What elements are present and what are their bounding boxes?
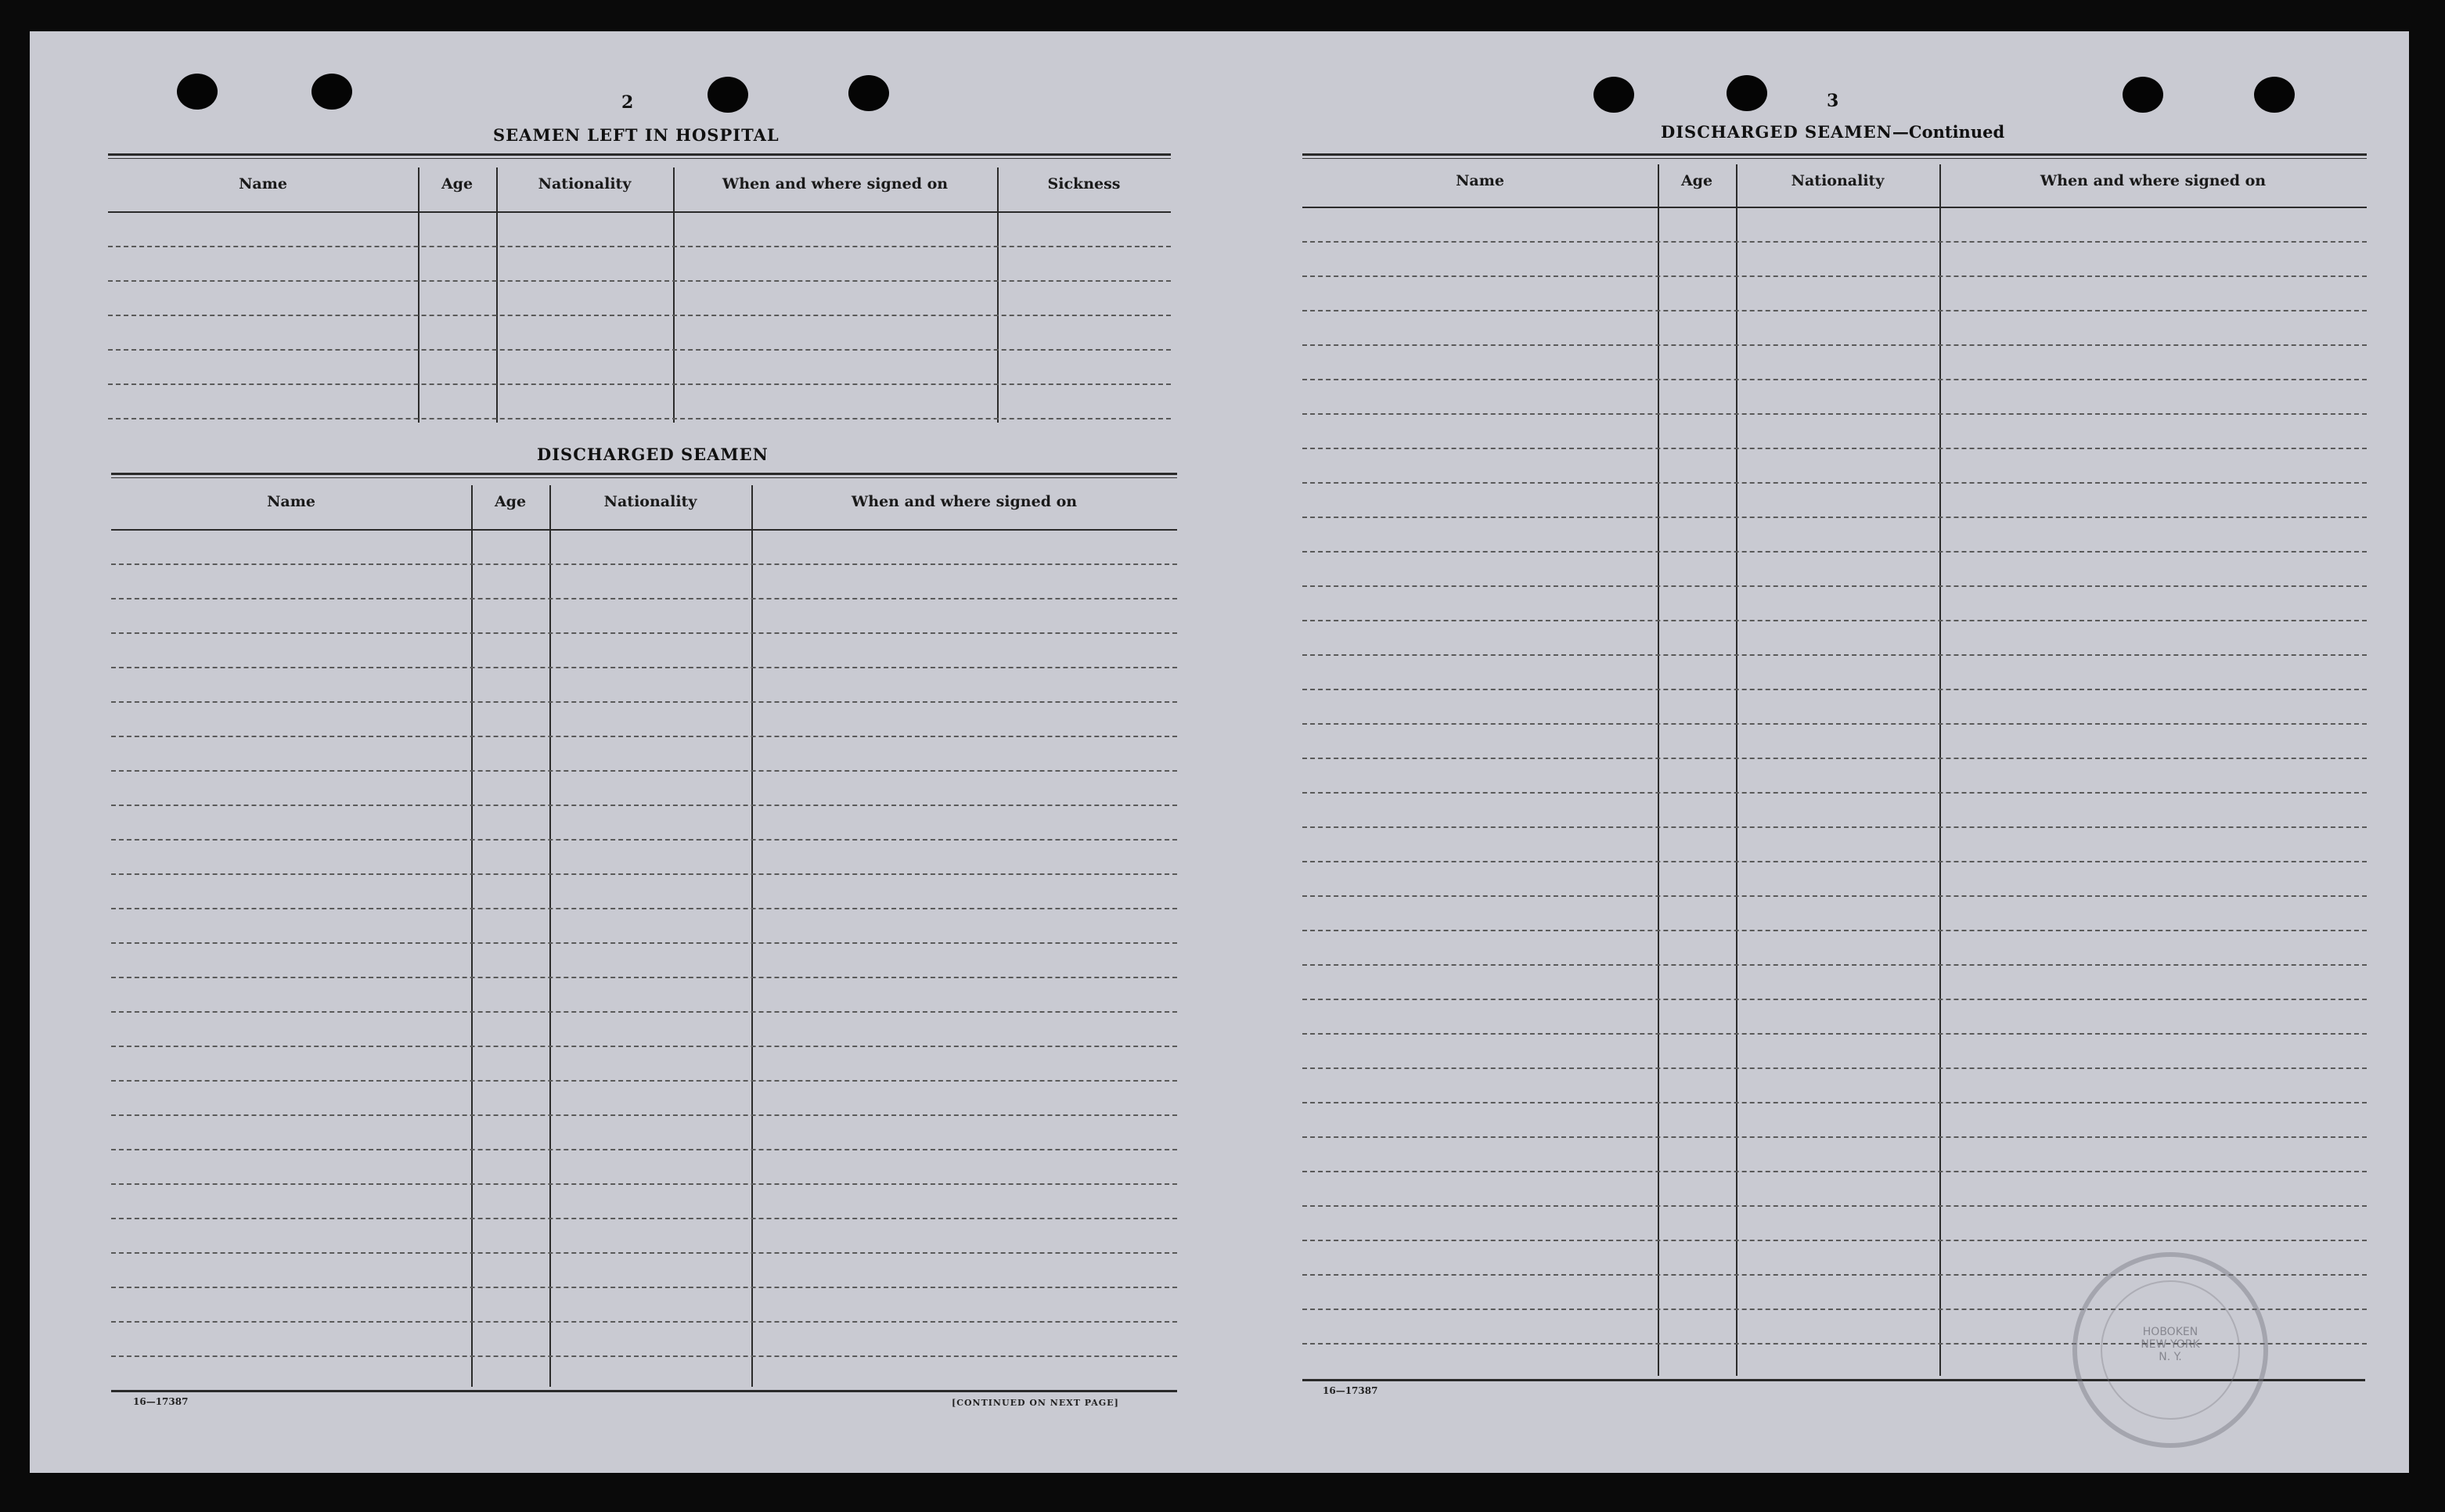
- table-row: [108, 349, 1171, 351]
- table-row: [1302, 1033, 2367, 1035]
- column-header: When and where signed on: [851, 493, 1078, 510]
- table-row: [1302, 861, 2367, 862]
- table-row: [1302, 826, 2367, 828]
- table-row: [111, 770, 1177, 772]
- stamp-line: HOBOKEN: [2142, 1326, 2198, 1338]
- table-row: [1302, 379, 2367, 380]
- column-header: Sickness: [1047, 175, 1121, 193]
- header-underline: [111, 529, 1177, 531]
- table-top-rule: [108, 158, 1171, 159]
- table-row: [111, 1321, 1177, 1323]
- table-row: [111, 1046, 1177, 1047]
- section-title-text: DISCHARGED SEAMEN: [1661, 122, 1892, 142]
- table-row: [1302, 517, 2367, 518]
- table-row: [1302, 1067, 2367, 1069]
- table-row: [1302, 310, 2367, 311]
- header-underline: [108, 211, 1171, 213]
- table-row: [1302, 1102, 2367, 1103]
- table-row: [111, 598, 1177, 599]
- table-top-rule: [1302, 153, 2367, 156]
- column-header: Nationality: [1791, 172, 1885, 189]
- form-code: 16—17387: [1323, 1385, 1378, 1396]
- column-header: Age: [1680, 172, 1713, 189]
- column-header: Nationality: [603, 493, 697, 510]
- discharged-continued-title: [1661, 122, 2004, 142]
- table-row: [1302, 999, 2367, 1000]
- table-row: [1302, 1136, 2367, 1138]
- table-row: [1302, 1171, 2367, 1172]
- column-divider: [1658, 164, 1659, 1376]
- table-row: [1302, 758, 2367, 759]
- table-row: [111, 632, 1177, 634]
- table-row: [1302, 654, 2367, 656]
- table-row: [111, 977, 1177, 978]
- column-divider: [1736, 164, 1737, 1376]
- continued-note: [CONTINUED ON NEXT PAGE]: [952, 1398, 1119, 1408]
- page-number: 3: [1827, 91, 1839, 111]
- stamp-line: N. Y.: [2159, 1351, 2182, 1363]
- column-divider: [1939, 164, 1941, 1376]
- table-row: [111, 873, 1177, 875]
- stamp-text: [2077, 1326, 2263, 1363]
- punch-hole: [311, 74, 352, 110]
- table-bottom-rule: [111, 1390, 1177, 1392]
- table-row: [111, 1011, 1177, 1013]
- table-row: [1302, 241, 2367, 243]
- table-row: [111, 839, 1177, 841]
- table-row: [111, 1252, 1177, 1254]
- table-row: [108, 383, 1171, 385]
- table-row: [108, 246, 1171, 247]
- column-header: Name: [1456, 172, 1504, 189]
- table-row: [1302, 620, 2367, 621]
- table-row: [1302, 551, 2367, 553]
- column-header: Name: [239, 175, 287, 193]
- table-row: [1302, 413, 2367, 415]
- table-row: [1302, 723, 2367, 725]
- table-top-rule: [111, 477, 1177, 478]
- table-row: [111, 1149, 1177, 1150]
- punch-hole: [1593, 77, 1634, 113]
- table-row: [111, 1287, 1177, 1288]
- table-row: [111, 1218, 1177, 1219]
- table-row: [1302, 344, 2367, 346]
- table-top-rule: [108, 153, 1171, 156]
- table-top-rule: [111, 473, 1177, 475]
- table-row: [1302, 1240, 2367, 1241]
- table-row: [108, 418, 1171, 419]
- document-sheet: [30, 31, 2409, 1473]
- stamp-line: NEW YORK: [2141, 1338, 2200, 1351]
- punch-hole: [848, 75, 889, 111]
- table-row: [1302, 448, 2367, 449]
- table-row: [1302, 585, 2367, 587]
- table-row: [1302, 689, 2367, 690]
- table-row: [108, 280, 1171, 282]
- table-row: [111, 667, 1177, 668]
- form-code: 16—17387: [133, 1396, 189, 1407]
- table-row: [111, 805, 1177, 806]
- discharged-section-title: DISCHARGED SEAMEN: [537, 445, 769, 464]
- punch-hole: [177, 74, 218, 110]
- table-row: [111, 563, 1177, 565]
- table-row: [111, 701, 1177, 703]
- column-header: Name: [267, 493, 315, 510]
- table-row: [1302, 930, 2367, 931]
- punch-hole: [2254, 77, 2295, 113]
- hospital-section-title: SEAMEN LEFT IN HOSPITAL: [493, 125, 780, 145]
- page-number: 2: [621, 92, 634, 113]
- punch-hole: [2123, 77, 2163, 113]
- column-header: When and where signed on: [722, 175, 949, 193]
- table-row: [111, 1183, 1177, 1185]
- table-row: [1302, 792, 2367, 794]
- table-row: [111, 942, 1177, 944]
- table-row: [1302, 895, 2367, 897]
- table-row: [1302, 275, 2367, 277]
- table-row: [111, 736, 1177, 737]
- table-row: [1302, 482, 2367, 484]
- punch-hole: [708, 77, 748, 113]
- port-stamp: [2072, 1252, 2268, 1448]
- table-row: [111, 1080, 1177, 1082]
- table-top-rule: [1302, 158, 2367, 159]
- column-header: Nationality: [538, 175, 632, 193]
- table-row: [1302, 964, 2367, 966]
- header-underline: [1302, 207, 2367, 208]
- punch-hole: [1727, 75, 1767, 111]
- table-row: [111, 908, 1177, 909]
- column-header: Age: [494, 493, 527, 510]
- column-header: When and where signed on: [2040, 172, 2267, 189]
- table-row: [108, 315, 1171, 316]
- table-row: [1302, 1205, 2367, 1207]
- section-title-suffix: —Continued: [1892, 122, 2005, 142]
- table-row: [111, 1355, 1177, 1357]
- table-row: [111, 1114, 1177, 1116]
- column-header: Age: [441, 175, 474, 193]
